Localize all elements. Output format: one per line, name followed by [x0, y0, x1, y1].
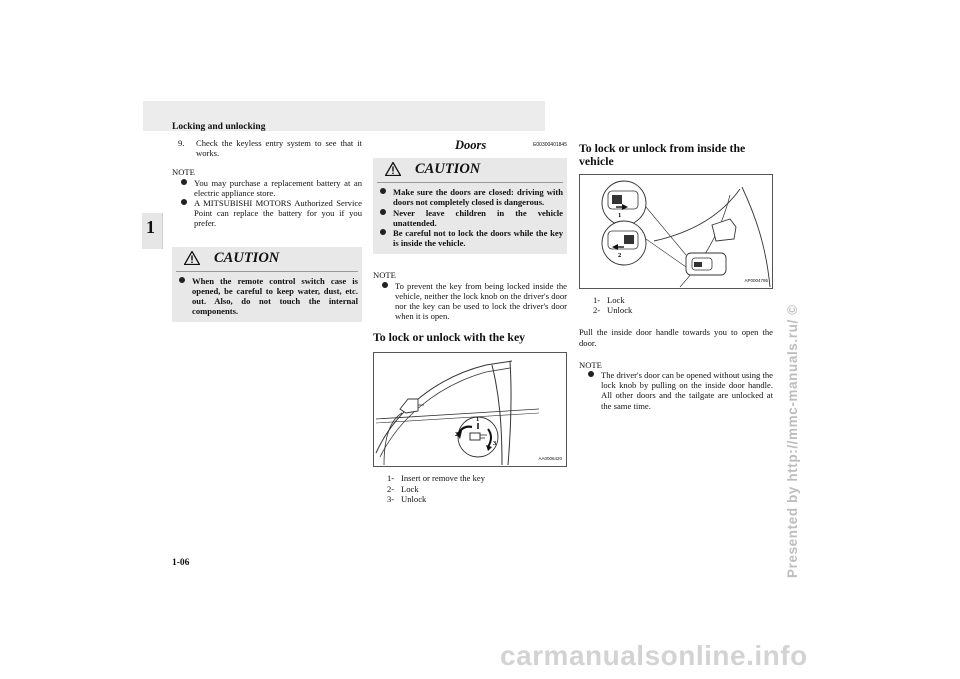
note-list: [579, 370, 773, 411]
note-list: [373, 281, 567, 322]
bullet-icon: [178, 276, 187, 285]
subheading-key: To lock or unlock with the key: [373, 330, 526, 345]
note-label: NOTE: [172, 167, 195, 178]
figure-label-2: 2: [618, 252, 622, 259]
column-right: [579, 138, 773, 411]
figure-label-2: 2: [455, 431, 459, 439]
figure-label-1: 1: [476, 416, 480, 424]
bullet-icon: [381, 281, 390, 290]
chapter-number: 1: [146, 217, 155, 237]
site-watermark: carmanualsonline.info: [500, 640, 808, 671]
legend-item: 1- Lock: [593, 295, 625, 305]
figure-label-3: 3: [493, 440, 497, 448]
page-number: 1-06: [172, 558, 190, 568]
caution-title: CAUTION: [415, 161, 481, 178]
note-item: You may purchase a replacement battery at an electric appliance store.: [172, 178, 362, 198]
caution-box: [373, 158, 567, 254]
figure-key-lock: [373, 352, 567, 467]
vertical-watermark: Presented by http://mmc-manuals.ru/ ©: [785, 304, 800, 578]
caution-item: Make sure the doors are closed: driving with doors not completely closed is dangerous.: [377, 187, 563, 207]
caution-box: [172, 247, 362, 323]
figure-code: AA0006420: [538, 456, 562, 462]
figure-label-1: 1: [618, 212, 622, 219]
note-item: The driver's door can be opened without using the lock knob by pulling on the inside door handle. All other doors and the tailgate are unlocked at the same time.: [579, 370, 773, 411]
figure-inside-lock: [579, 174, 773, 289]
note-item: To prevent the key from being locked inside the vehicle, neither the lock knob on the driver's door nor the key can be used to lock the driver's door when it is open.: [373, 281, 567, 322]
section-title: Doors: [455, 138, 487, 152]
subheading-inside: To lock or unlock from inside the vehicle: [579, 141, 746, 168]
bullet-icon: [587, 370, 596, 379]
section-heading: [373, 140, 567, 150]
caution-header: [377, 160, 563, 183]
bullet-icon: [180, 178, 189, 187]
legend-item: 2- Lock: [387, 483, 419, 494]
bullet-icon: [180, 198, 189, 207]
figure-legend: [579, 295, 773, 315]
column-middle: [373, 138, 567, 504]
caution-header: [176, 249, 358, 272]
column-left: [172, 138, 362, 322]
section-code: E00300401845: [533, 142, 567, 148]
note-list: [172, 178, 362, 229]
bullet-icon: [379, 208, 388, 217]
legend-item: 2- Unlock: [593, 305, 633, 316]
bullet-icon: [379, 187, 388, 196]
bullet-icon: [379, 228, 388, 237]
step-9: [172, 138, 362, 158]
step-text: Check the keyless entry system to see that it works.: [196, 138, 362, 159]
caution-item: Never leave children in the vehicle unattended.: [377, 208, 563, 228]
caution-item: When the remote control switch case is opened, be careful to keep water, dust, etc. out. Also, do not touch the internal components.: [176, 276, 358, 317]
caution-title: CAUTION: [214, 249, 280, 266]
body-paragraph: Pull the inside door handle towards you to open the door.: [579, 327, 773, 348]
note-label: NOTE: [373, 270, 396, 281]
warning-triangle-icon: [184, 251, 200, 265]
caution-item: Be careful not to lock the doors while the key is inside the vehicle.: [377, 228, 563, 248]
legend-item: 3- Unlock: [387, 493, 427, 504]
warning-triangle-icon: [385, 162, 401, 176]
page-header-title: Locking and unlocking: [172, 122, 266, 132]
step-number: 9.: [178, 138, 185, 148]
note-item: A MITSUBISHI MOTORS Authorized Service Point can replace the battery for you if you prefer.: [172, 198, 362, 229]
figure-legend: [373, 473, 567, 504]
note-label: NOTE: [579, 359, 602, 370]
inside-handle-illustration: [580, 175, 774, 288]
figure-code: AP0004795: [744, 277, 768, 283]
door-key-illustration: [374, 353, 568, 466]
legend-item: 1- Insert or remove the key: [387, 473, 485, 484]
